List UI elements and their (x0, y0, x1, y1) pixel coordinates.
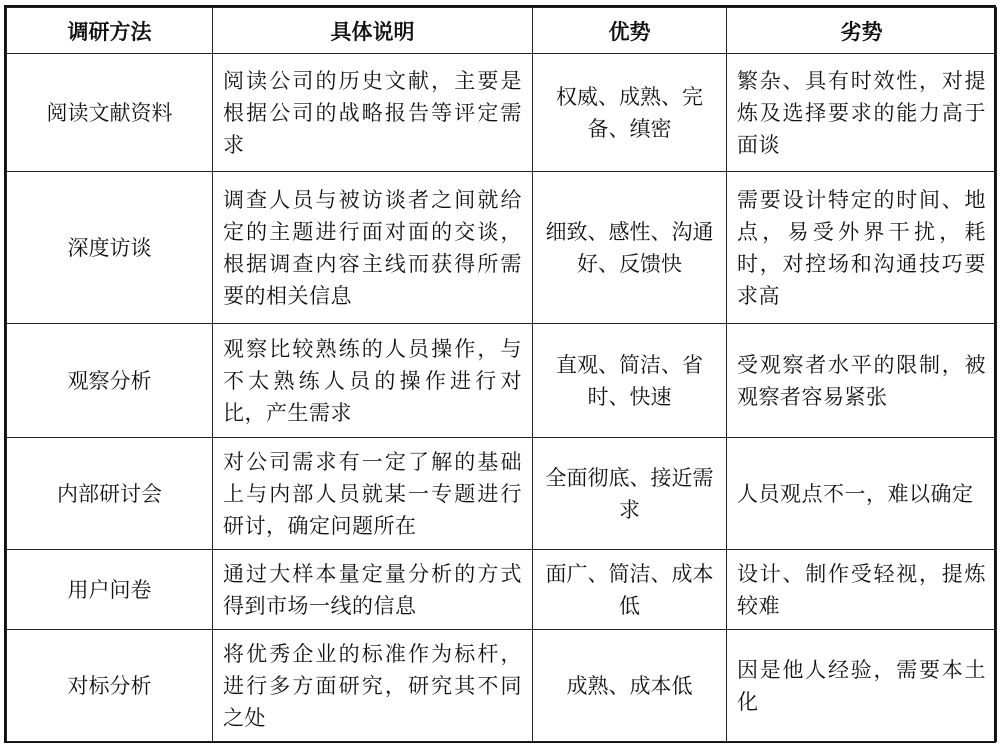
advantages-cell: 权威、成熟、完备、缜密 (533, 54, 727, 172)
advantages-cell: 细致、感性、沟通好、反馈快 (533, 172, 727, 324)
header-disadvantages: 劣势 (727, 8, 997, 54)
research-methods-table-container (4, 5, 996, 743)
description-cell: 通过大样本量定量分析的方式得到市场一线的信息 (213, 550, 533, 630)
table-row (7, 550, 997, 630)
advantages-cell: 面广、简洁、成本低 (533, 550, 727, 630)
method-cell: 内部研讨会 (7, 438, 213, 550)
description-cell: 阅读公司的历史文献，主要是根据公司的战略报告等评定需求 (213, 54, 533, 172)
method-cell: 深度访谈 (7, 172, 213, 324)
table-row (7, 172, 997, 324)
table-row (7, 54, 997, 172)
disadvantages-cell: 设计、制作受轻视，提炼较难 (727, 550, 997, 630)
description-cell: 将优秀企业的标准作为标杆，进行多方面研究，研究其不同之处 (213, 630, 533, 742)
disadvantages-cell: 因是他人经验，需要本土化 (727, 630, 997, 742)
table-header-row (7, 8, 997, 54)
method-cell: 对标分析 (7, 630, 213, 742)
header-description: 具体说明 (213, 8, 533, 54)
table-row (7, 630, 997, 742)
header-method: 调研方法 (7, 8, 213, 54)
disadvantages-cell: 人员观点不一，难以确定 (727, 438, 997, 550)
description-cell: 对公司需求有一定了解的基础上与内部人员就某一专题进行研讨，确定问题所在 (213, 438, 533, 550)
header-advantages: 优势 (533, 8, 727, 54)
method-cell: 阅读文献资料 (7, 54, 213, 172)
method-cell: 观察分析 (7, 324, 213, 438)
advantages-cell: 成熟、成本低 (533, 630, 727, 742)
disadvantages-cell: 繁杂、具有时效性，对提炼及选择要求的能力高于面谈 (727, 54, 997, 172)
description-cell: 调查人员与被访谈者之间就给定的主题进行面对面的交谈，根据调查内容主线而获得所需要的相关信息 (213, 172, 533, 324)
disadvantages-cell: 需要设计特定的时间、地点，易受外界干扰，耗时，对控场和沟通技巧要求高 (727, 172, 997, 324)
research-methods-table (6, 7, 997, 742)
advantages-cell: 全面彻底、接近需求 (533, 438, 727, 550)
table-row (7, 324, 997, 438)
description-cell: 观察比较熟练的人员操作，与不太熟练人员的操作进行对比，产生需求 (213, 324, 533, 438)
table-row (7, 438, 997, 550)
disadvantages-cell: 受观察者水平的限制，被观察者容易紧张 (727, 324, 997, 438)
method-cell: 用户问卷 (7, 550, 213, 630)
advantages-cell: 直观、简洁、省时、快速 (533, 324, 727, 438)
